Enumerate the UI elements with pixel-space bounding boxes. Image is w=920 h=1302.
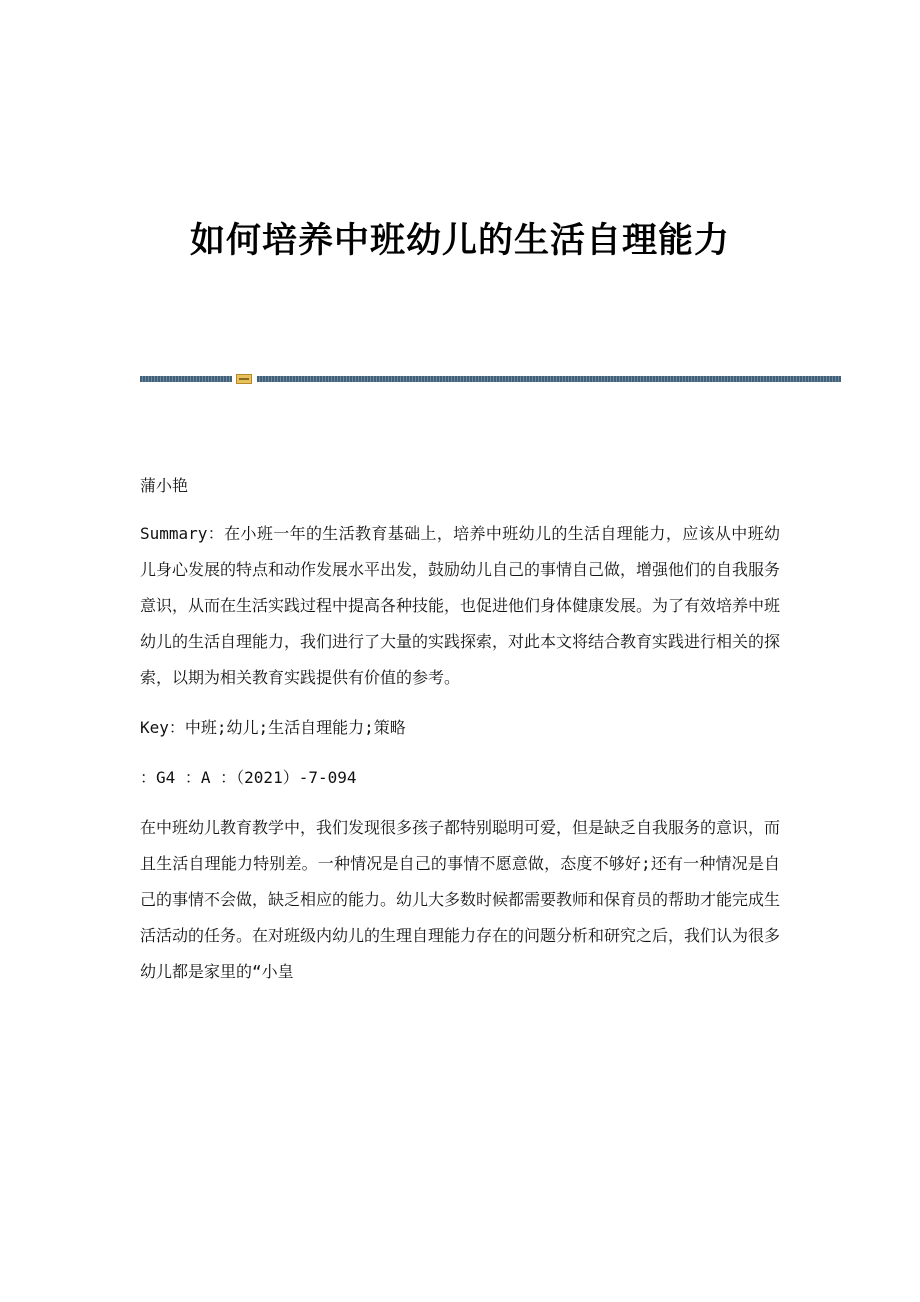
keywords-label: Key： bbox=[140, 718, 185, 737]
keywords-text: 中班;幼儿;生活自理能力;策略 bbox=[184, 718, 406, 737]
page-title: 如何培养中班幼儿的生活自理能力 bbox=[189, 220, 730, 261]
body-paragraph: 在中班幼儿教育教学中，我们发现很多孩子都特别聪明可爱，但是缺乏自我服务的意识，而且生活自理能力特别差。一种情况是自己的事情不愿意做，态度不够好;还有一种情况是自己的事情不会做，缺乏相应的能力。幼儿大多数时候都需要教师和保育员的帮助才能完成生活活动的任务。在对班级内幼儿的生理自理能力存在的问题分析和研究之后，我们认为很多幼儿都是家里的“小皇 bbox=[140, 818, 781, 981]
divider-left-bar bbox=[140, 376, 232, 382]
summary-label: Summary： bbox=[140, 524, 225, 543]
divider-ornament-icon bbox=[236, 374, 252, 384]
article-content bbox=[140, 468, 780, 1004]
summary-text: 在小班一年的生活教育基础上，培养中班幼儿的生活自理能力，应该从中班幼儿身心发展的特点和动作发展水平出发，鼓励幼儿自己的事情自己做，增强他们的自我服务意识，从而在生活实践过程中提高各种技能，也促进他们身体健康发展。为了有效培养中班幼儿的生活自理能力，我们进行了大量的实践探索，对此本文将结合教育实践进行相关的探索，以期为相关教育实践提供有价值的参考。 bbox=[140, 524, 781, 687]
title-divider bbox=[140, 374, 841, 384]
keywords-paragraph bbox=[140, 710, 780, 746]
summary-paragraph bbox=[140, 516, 780, 696]
divider-right-bar bbox=[257, 376, 841, 382]
author-name: 蒲小艳 bbox=[140, 476, 189, 495]
classification-line: ：G4 ：A ：（2021）-7-094 bbox=[140, 768, 357, 787]
